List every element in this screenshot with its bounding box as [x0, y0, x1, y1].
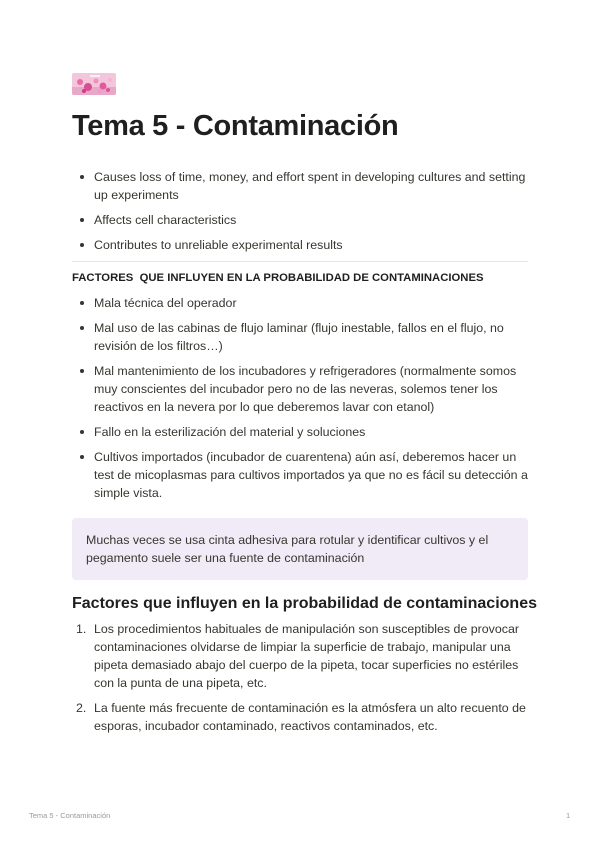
- numbered-item: [72, 699, 532, 735]
- item-number: 1.: [76, 622, 87, 636]
- item-number: 2.: [76, 701, 87, 715]
- list-item: Mal mantenimiento de los incubadores y refrigeradores (normalmente somos muy conscientes del incubador pero no de las neveras, solemos tener los reactivos en la nevera por lo que deberemos lavar con etanol): [72, 362, 532, 416]
- page-number: 1: [566, 811, 571, 820]
- numbered-item: [72, 620, 532, 692]
- item-text: La fuente más frecuente de contaminación es la atmósfera un alto recuento de esporas, incubador contaminado, reactivos contaminados, etc.: [94, 701, 526, 733]
- section-heading: Factores que influyen en la probabilidad de contaminaciones: [72, 595, 537, 612]
- callout-text: Muchas veces se usa cinta adhesiva para rotular y identificar cultivos y el pegamento suele ser una fuente de contaminación: [86, 533, 489, 565]
- footer-title: Tema 5 - Contaminación: [29, 811, 111, 820]
- list-item: Mal uso de las cabinas de flujo laminar (flujo inestable, fallos en el flujo, no revisión de los filtros…): [72, 319, 532, 355]
- list-item: Fallo en la esterilización del material y soluciones: [72, 423, 532, 441]
- list-item: Contributes to unreliable experimental results: [72, 236, 532, 254]
- list-item: Cultivos importados (incubador de cuarentena) aún así, deberemos hacer un test de micoplasmas para cultivos importados ya que no es fácil su detección a simple vista.: [72, 448, 532, 502]
- page-title: Tema 5 - Contaminación: [72, 110, 399, 142]
- factors-heading: FACTORES QUE INFLUYEN EN LA PROBABILIDAD DE CONTAMINACIONES: [72, 272, 484, 284]
- divider: [72, 261, 528, 262]
- factors-bullet-list: [72, 294, 532, 509]
- page-cover-image: [72, 73, 116, 95]
- list-item: Mala técnica del operador: [72, 294, 532, 312]
- list-item: Affects cell characteristics: [72, 211, 532, 229]
- numbered-list: [72, 620, 532, 742]
- item-text: Los procedimientos habituales de manipulación son susceptibles de provocar contaminaciones olvidarse de limpiar la superficie de trabajo, manipular una pipeta demasiado abajo del cuerpo de la pipeta, tocar superficies no estériles con la punta de una pipeta, etc.: [94, 622, 519, 690]
- list-item: Causes loss of time, money, and effort spent in developing cultures and setting up experiments: [72, 168, 532, 204]
- callout-box: [72, 518, 528, 580]
- intro-bullet-list: [72, 168, 532, 261]
- petri-dish-icon: [72, 73, 116, 95]
